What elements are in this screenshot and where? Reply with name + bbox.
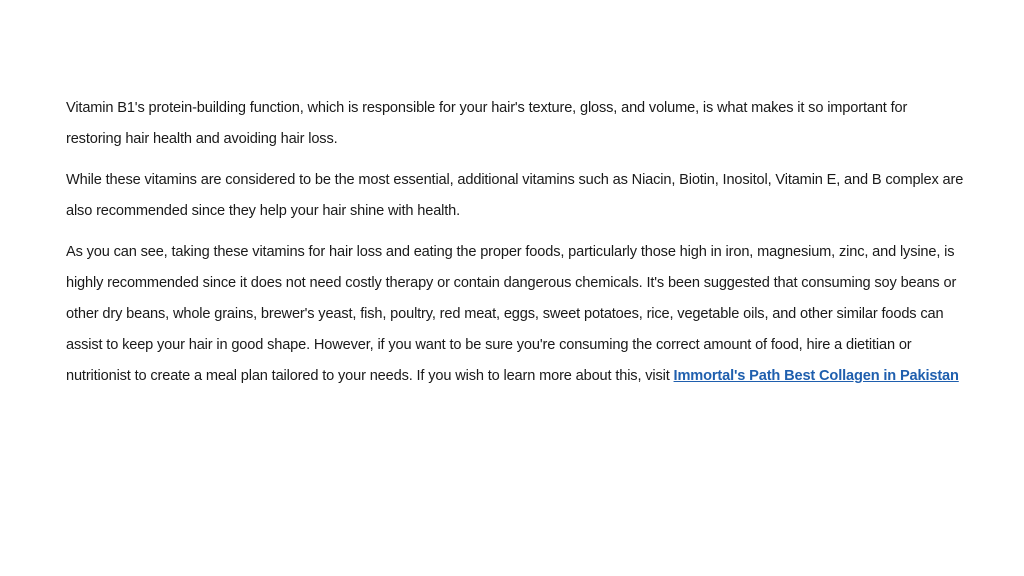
paragraph-vitamin-b1: Vitamin B1's protein-building function, which is responsible for your hair's texture, gloss, and volume, is what makes it so important for restoring hair health and avoiding hair loss. [66,100,908,147]
paragraph-foods-and-advice [66,237,966,392]
collagen-link[interactable]: Immortal's Path Best Collagen in Pakistan [673,368,959,384]
paragraph-additional-vitamins: While these vitamins are considered to be the most essential, additional vitamins such as Niacin, Biotin, Inositol, Vitamin E, and B complex are also recommended since they help your hair shine with health. [66,172,964,219]
document-body [66,93,966,402]
paragraph-foods-text: As you can see, taking these vitamins for hair loss and eating the proper foods, particularly those high in iron, magnesium, zinc, and lysine, is highly recommended since it does not need costly therapy or contain dangerous chemicals. It's been suggested that consuming soy beans or other dry beans, whole grains, brewer's yeast, fish, poultry, red meat, eggs, sweet potatoes, rice, vegetable oils, and other similar foods can assist to keep your hair in good shape. However, if you want to be sure you're consuming the correct amount of food, hire a dietitian or nutritionist to create a meal plan tailored to your needs. If you wish to learn more about this, visit [66,244,957,384]
